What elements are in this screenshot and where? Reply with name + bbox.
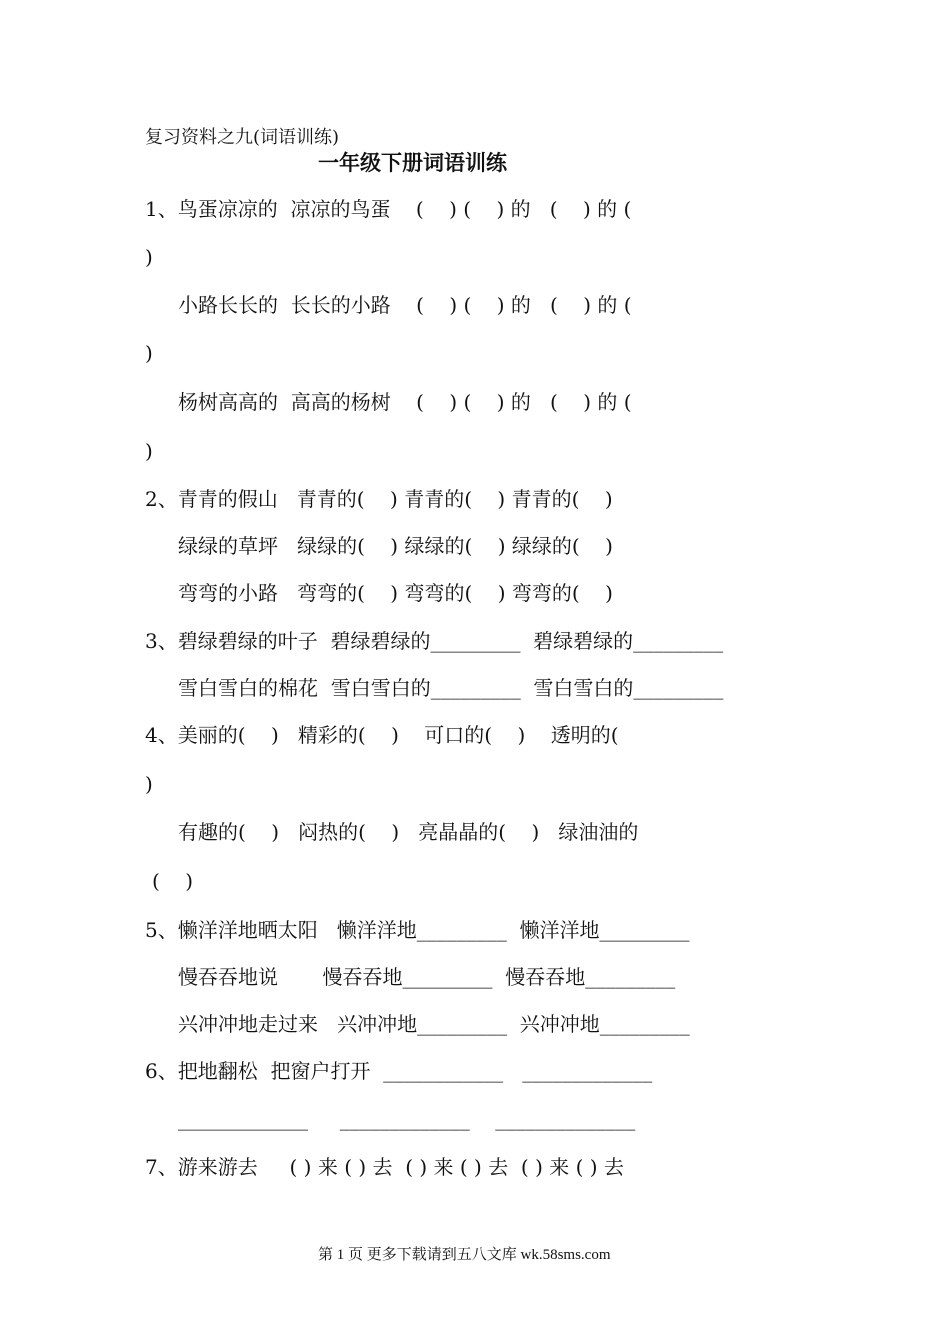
- document-header: 复习资料之九(词语训练): [145, 127, 340, 148]
- exercise-line: 绿绿的草坪 绿绿的( ) 绿绿的( ) 绿绿的( ): [178, 534, 613, 558]
- exercise-line: ): [145, 341, 153, 365]
- exercise-line: 慢吞吞地说 慢吞吞地_________ 慢吞吞地_________: [178, 965, 676, 989]
- exercise-line: 2、青青的假山 青青的( ) 青青的( ) 青青的( ): [145, 487, 613, 511]
- page-footer: 第 1 页 更多下载请到五八文库 wk.58sms.com: [318, 1247, 611, 1263]
- exercise-line: _____________ _____________ ______________: [178, 1107, 636, 1131]
- exercise-line: ): [145, 439, 153, 463]
- exercise-line: 兴冲冲地走过来 兴冲冲地_________ 兴冲冲地_________: [178, 1012, 690, 1036]
- exercise-line: 3、碧绿碧绿的叶子 碧绿碧绿的_________ 碧绿碧绿的_________: [145, 629, 724, 653]
- exercise-line: ): [145, 245, 153, 269]
- exercise-line: 5、懒洋洋地晒太阳 懒洋洋地_________ 懒洋洋地_________: [145, 918, 690, 942]
- exercise-line: 1、鸟蛋凉凉的 凉凉的鸟蛋 ( ) ( ) 的 ( ) 的 (: [145, 197, 632, 221]
- exercise-line: ( ): [152, 869, 194, 893]
- exercise-line: 4、美丽的( ) 精彩的( ) 可口的( ) 透明的(: [145, 723, 619, 747]
- exercise-line: 6、把地翻松 把窗户打开 ____________ _____________: [145, 1059, 653, 1083]
- page-title: 一年级下册词语训练: [318, 151, 507, 175]
- exercise-line: 杨树高高的 高高的杨树 ( ) ( ) 的 ( ) 的 (: [178, 390, 632, 414]
- exercise-line: 有趣的( ) 闷热的( ) 亮晶晶的( ) 绿油油的: [178, 820, 639, 844]
- exercise-line: 小路长长的 长长的小路 ( ) ( ) 的 ( ) 的 (: [178, 293, 632, 317]
- exercise-line: ): [145, 772, 153, 796]
- exercise-line: 7、游来游去 ( ) 来 ( ) 去 ( ) 来 ( ) 去 ( ) 来 ( ) 去: [145, 1155, 624, 1179]
- exercise-line: 弯弯的小路 弯弯的( ) 弯弯的( ) 弯弯的( ): [178, 581, 613, 605]
- exercise-line: 雪白雪白的棉花 雪白雪白的_________ 雪白雪白的_________: [178, 676, 724, 700]
